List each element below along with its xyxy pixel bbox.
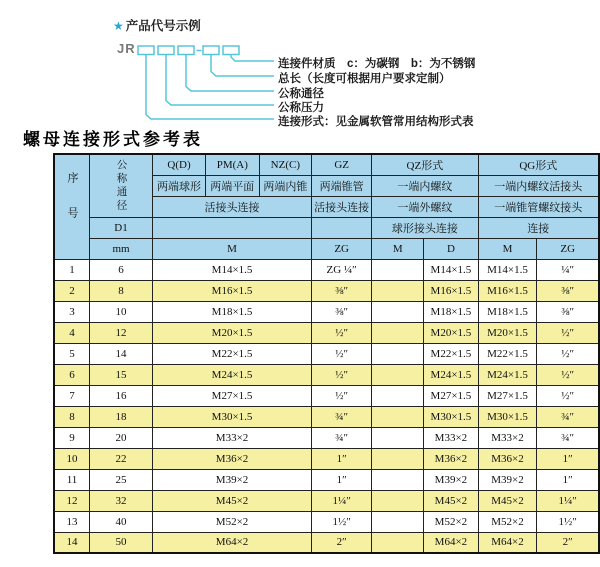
header-qg-desc3: 连接 xyxy=(478,217,599,238)
cell-qg-m: M64×2 xyxy=(478,532,537,553)
cell-gz-zg: ¾″ xyxy=(312,427,372,448)
header-blank-gz xyxy=(312,217,372,238)
table-row xyxy=(54,364,599,385)
cell-qz-d: M45×2 xyxy=(424,490,478,511)
cell-no: 2 xyxy=(54,280,90,301)
header-nominal-diameter: 公称通径 xyxy=(90,154,153,217)
header-col-qz: QZ形式 xyxy=(372,154,478,175)
cell-qg-zg: ½″ xyxy=(537,364,599,385)
cell-qz-m xyxy=(372,301,424,322)
header-d1: D1 xyxy=(90,217,153,238)
code-box-1 xyxy=(138,46,154,55)
table-row xyxy=(54,259,599,280)
table-row xyxy=(54,406,599,427)
cell-qz-m xyxy=(372,532,424,553)
cell-d1: 50 xyxy=(90,532,153,553)
table-row xyxy=(54,532,599,553)
cell-no: 10 xyxy=(54,448,90,469)
cell-qz-m xyxy=(372,343,424,364)
cell-qz-d: M20×1.5 xyxy=(424,322,478,343)
header-col-gz: GZ xyxy=(312,154,372,175)
cell-no: 14 xyxy=(54,532,90,553)
header-col-q: Q(D) xyxy=(153,154,206,175)
table-row xyxy=(54,427,599,448)
cell-qz-d: M18×1.5 xyxy=(424,301,478,322)
header-col-pm: PM(A) xyxy=(206,154,260,175)
cell-qz-m xyxy=(372,406,424,427)
cell-gz-zg: ⅜″ xyxy=(312,301,372,322)
header-qz-desc2: 一端外螺纹 xyxy=(372,196,478,217)
header-zg-main: ZG xyxy=(312,238,372,259)
cell-d1: 40 xyxy=(90,511,153,532)
cell-m: M30×1.5 xyxy=(153,406,312,427)
cell-m: M33×2 xyxy=(153,427,312,448)
header-qg-desc2: 一端锥管螺纹接头 xyxy=(478,196,599,217)
header-q-desc: 两端球形 xyxy=(153,175,206,196)
cell-qz-d: M22×1.5 xyxy=(424,343,478,364)
connector-line-5 xyxy=(231,55,274,62)
code-label-pressure: 公称压力 xyxy=(278,102,324,114)
cell-qg-m: M14×1.5 xyxy=(478,259,537,280)
cell-m: M20×1.5 xyxy=(153,322,312,343)
header-col-qg: QG形式 xyxy=(478,154,599,175)
cell-gz-zg: 1″ xyxy=(312,469,372,490)
cell-qz-d: M27×1.5 xyxy=(424,385,478,406)
table-row xyxy=(54,469,599,490)
cell-m: M45×2 xyxy=(153,490,312,511)
connector-line-3 xyxy=(186,55,274,92)
cell-qg-m: M30×1.5 xyxy=(478,406,537,427)
cell-no: 1 xyxy=(54,259,90,280)
header-col-nz: NZ(C) xyxy=(259,154,312,175)
header-gz-desc: 两端锥管 xyxy=(312,175,372,196)
cell-qz-d: M14×1.5 xyxy=(424,259,478,280)
header-m-main: M xyxy=(153,238,312,259)
cell-d1: 12 xyxy=(90,322,153,343)
cell-gz-zg: ½″ xyxy=(312,364,372,385)
cell-qz-d: M16×1.5 xyxy=(424,280,478,301)
cell-qg-zg: ½″ xyxy=(537,322,599,343)
cell-qg-zg: 1″ xyxy=(537,448,599,469)
cell-m: M22×1.5 xyxy=(153,343,312,364)
cell-d1: 10 xyxy=(90,301,153,322)
cell-d1: 14 xyxy=(90,343,153,364)
header-qz-desc3: 球形接头连接 xyxy=(372,217,478,238)
cell-qz-m xyxy=(372,427,424,448)
cell-no: 5 xyxy=(54,343,90,364)
cell-no: 3 xyxy=(54,301,90,322)
code-box-4 xyxy=(203,46,219,55)
header-blank-left xyxy=(153,217,312,238)
header-qz-d: D xyxy=(424,238,478,259)
table-row xyxy=(54,511,599,532)
table-row xyxy=(54,280,599,301)
cell-d1: 18 xyxy=(90,406,153,427)
cell-qg-m: M33×2 xyxy=(478,427,537,448)
cell-gz-zg: 1¼″ xyxy=(312,490,372,511)
connector-line-2 xyxy=(166,55,274,106)
cell-m: M14×1.5 xyxy=(153,259,312,280)
cell-qg-zg: ⅜″ xyxy=(537,301,599,322)
cell-qg-zg: 2″ xyxy=(537,532,599,553)
table-row xyxy=(54,490,599,511)
cell-qg-zg: ½″ xyxy=(537,343,599,364)
table-row xyxy=(54,448,599,469)
code-box-3 xyxy=(178,46,194,55)
cell-d1: 8 xyxy=(90,280,153,301)
header-mm: mm xyxy=(90,238,153,259)
cell-qz-m xyxy=(372,448,424,469)
table-title: 螺母连接形式参考表 xyxy=(23,130,203,150)
cell-gz-zg: ⅜″ xyxy=(312,280,372,301)
header-qz-m: M xyxy=(372,238,424,259)
header-nz-desc: 两端内锥 xyxy=(259,175,312,196)
cell-gz-zg: ¾″ xyxy=(312,406,372,427)
cell-no: 6 xyxy=(54,364,90,385)
cell-qg-m: M27×1.5 xyxy=(478,385,537,406)
cell-qz-m xyxy=(372,511,424,532)
cell-no: 12 xyxy=(54,490,90,511)
cell-qz-m xyxy=(372,322,424,343)
cell-gz-zg: 1½″ xyxy=(312,511,372,532)
cell-qz-d: M52×2 xyxy=(424,511,478,532)
cell-qz-m xyxy=(372,364,424,385)
connector-line-4 xyxy=(211,55,274,77)
nut-connection-table xyxy=(53,153,600,554)
cell-m: M27×1.5 xyxy=(153,385,312,406)
code-label-diameter: 公称通径 xyxy=(278,88,324,100)
star-icon: ★ xyxy=(113,19,124,33)
cell-qz-d: M33×2 xyxy=(424,427,478,448)
cell-qg-m: M20×1.5 xyxy=(478,322,537,343)
cell-no: 7 xyxy=(54,385,90,406)
cell-qg-m: M24×1.5 xyxy=(478,364,537,385)
table-row xyxy=(54,301,599,322)
table-row xyxy=(54,322,599,343)
code-box-5 xyxy=(223,46,239,55)
cell-m: M24×1.5 xyxy=(153,364,312,385)
cell-qg-zg: ¾″ xyxy=(537,406,599,427)
cell-gz-zg: ZG ¼″ xyxy=(312,259,372,280)
cell-d1: 15 xyxy=(90,364,153,385)
header-qg-desc1: 一端内螺纹活接头 xyxy=(478,175,599,196)
cell-qg-zg: ¾″ xyxy=(537,427,599,448)
cell-gz-zg: ½″ xyxy=(312,385,372,406)
header-union-gz: 活接头连接 xyxy=(312,196,372,217)
cell-d1: 22 xyxy=(90,448,153,469)
cell-qz-m xyxy=(372,490,424,511)
cell-gz-zg: 1″ xyxy=(312,448,372,469)
header-qz-desc1: 一端内螺纹 xyxy=(372,175,478,196)
cell-qz-d: M64×2 xyxy=(424,532,478,553)
cell-gz-zg: ½″ xyxy=(312,322,372,343)
cell-d1: 16 xyxy=(90,385,153,406)
product-code-heading-text: 产品代号示例 xyxy=(125,19,201,33)
cell-gz-zg: ½″ xyxy=(312,343,372,364)
code-label-material: 连接件材质 c：为碳钢 b：为不锈钢 xyxy=(278,58,476,70)
cell-qg-m: M22×1.5 xyxy=(478,343,537,364)
connector-line-1 xyxy=(146,55,274,120)
cell-qg-m: M18×1.5 xyxy=(478,301,537,322)
code-box-2 xyxy=(158,46,174,55)
cell-no: 11 xyxy=(54,469,90,490)
cell-qz-m xyxy=(372,280,424,301)
cell-qz-d: M30×1.5 xyxy=(424,406,478,427)
cell-qg-zg: ¼″ xyxy=(537,259,599,280)
header-qg-zg: ZG xyxy=(537,238,599,259)
header-serial: 序号 xyxy=(54,154,90,259)
table-row xyxy=(54,343,599,364)
cell-qz-m xyxy=(372,385,424,406)
cell-qg-zg: ⅜″ xyxy=(537,280,599,301)
header-qg-m: M xyxy=(478,238,537,259)
cell-qg-zg: 1″ xyxy=(537,469,599,490)
cell-d1: 25 xyxy=(90,469,153,490)
code-label-length: 总长（长度可根据用户要求定制） xyxy=(278,73,451,85)
cell-qg-m: M16×1.5 xyxy=(478,280,537,301)
cell-qg-zg: ½″ xyxy=(537,385,599,406)
cell-d1: 6 xyxy=(90,259,153,280)
header-pm-desc: 两端平面 xyxy=(206,175,260,196)
product-code-prefix: JR xyxy=(117,41,136,56)
cell-d1: 32 xyxy=(90,490,153,511)
cell-m: M36×2 xyxy=(153,448,312,469)
cell-qz-m xyxy=(372,259,424,280)
cell-gz-zg: 2″ xyxy=(312,532,372,553)
cell-m: M16×1.5 xyxy=(153,280,312,301)
cell-m: M52×2 xyxy=(153,511,312,532)
cell-m: M39×2 xyxy=(153,469,312,490)
cell-qg-m: M36×2 xyxy=(478,448,537,469)
code-label-connection: 连接形式：见金属软管常用结构形式表 xyxy=(278,116,474,128)
cell-m: M64×2 xyxy=(153,532,312,553)
cell-no: 4 xyxy=(54,322,90,343)
header-union-left: 活接头连接 xyxy=(153,196,312,217)
cell-no: 8 xyxy=(54,406,90,427)
cell-qz-d: M36×2 xyxy=(424,448,478,469)
cell-no: 13 xyxy=(54,511,90,532)
cell-no: 9 xyxy=(54,427,90,448)
cell-qg-m: M39×2 xyxy=(478,469,537,490)
cell-qg-zg: 1¼″ xyxy=(537,490,599,511)
cell-qz-d: M39×2 xyxy=(424,469,478,490)
cell-m: M18×1.5 xyxy=(153,301,312,322)
cell-qg-m: M45×2 xyxy=(478,490,537,511)
table-row xyxy=(54,385,599,406)
cell-d1: 20 xyxy=(90,427,153,448)
cell-qz-d: M24×1.5 xyxy=(424,364,478,385)
cell-qz-m xyxy=(372,469,424,490)
cell-qg-m: M52×2 xyxy=(478,511,537,532)
cell-qg-zg: 1½″ xyxy=(537,511,599,532)
